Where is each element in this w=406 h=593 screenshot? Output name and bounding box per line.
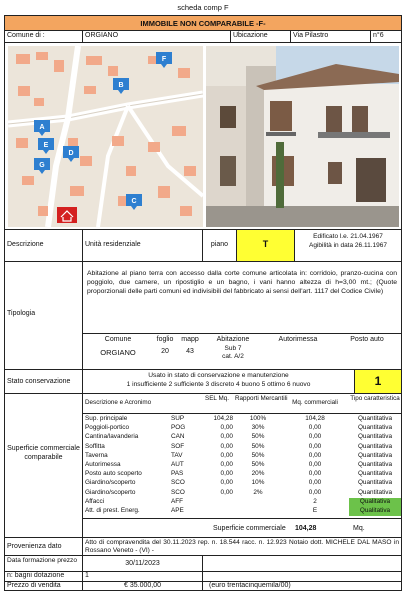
superficie-row	[5, 394, 401, 538]
cell-mq-commerciali: E	[312, 507, 318, 514]
piano-label: piano	[203, 230, 237, 261]
svg-text:D: D	[68, 150, 74, 157]
cell-descrizione: Giardino/scoperto	[85, 488, 136, 496]
cell-descrizione: Soffitta	[85, 442, 105, 450]
prezzo-row	[5, 582, 401, 591]
cell-tipo: Quantitativa	[357, 442, 393, 450]
cell-rapporto	[235, 498, 281, 507]
provenienza-row	[5, 538, 401, 556]
stato-line-2: 1 insufficiente 2 sufficiente 3 discreto 4 buono 5 ottimo 6 nuovo	[126, 381, 311, 388]
dotazione-value: 1	[83, 572, 203, 581]
edificato-text: Edificato l.e. 21.04.1967	[313, 233, 383, 240]
cell-mq-commerciali: 0,00	[308, 461, 322, 468]
superficie-table-row	[83, 507, 401, 516]
images-row	[5, 43, 401, 230]
superficie-label: Superficie commerciale comparabile	[5, 394, 83, 537]
cell-rapporto: 50%	[251, 433, 265, 441]
cell-rapporto: 50%	[251, 451, 265, 459]
cell-sel: 0,00	[220, 461, 233, 468]
cell-rapporto: 30%	[251, 424, 265, 432]
dotazione-label: n: bagni dotazione	[5, 572, 83, 581]
cell-acronimo: SCO	[171, 479, 185, 487]
cell-mq-commerciali: 0,00	[308, 424, 322, 432]
svg-text:A: A	[39, 124, 45, 131]
provenienza-text: Atto di compravendita del 30.11.2023 rep. n. 18.544 racc. n. 12.923 Notaio dott. MICHELE DAL MASO in Rossano Veneto - (VI) -	[85, 539, 399, 554]
street-number: n°6	[373, 32, 384, 39]
cell-descrizione: Poggioli-portico	[85, 424, 130, 432]
building-photo-drawing	[206, 46, 399, 227]
descrizione-value: Unità residenziale	[83, 230, 203, 261]
superficie-table-row	[83, 424, 401, 433]
hdr-sel: SEL Mq.	[205, 395, 229, 402]
cell-sel: 0,00	[220, 488, 233, 496]
cell-tipo: Quantitativa	[357, 433, 393, 441]
superficie-table-row	[83, 470, 401, 479]
data-formazione-label: Data formazione prezzo	[5, 556, 83, 571]
ubicazione-label: Ubicazione	[231, 31, 291, 42]
cell-acronimo: POG	[171, 424, 186, 432]
stato-line-1: Usato in stato di conservazione e manutenzione	[148, 372, 289, 379]
stato-text	[83, 370, 355, 393]
superficie-table-row	[83, 489, 401, 498]
col-autorimessa: Autorimessa	[278, 336, 318, 343]
superficie-table-row	[83, 415, 401, 424]
cell-tipo: Quantitativa	[357, 451, 393, 459]
dates-cell	[295, 230, 401, 261]
dotazione-row	[5, 572, 401, 582]
tipologia-text: Abitazione al piano terra con accesso dalla corte comune articolata in: corridoio, pranzo-cucina con poggiolo, due camere, un ripostiglio e un bagno, i vani hanno altezza di h=3,00 mt.; (Quote proporzionali delle parti comuni ed indivisibili del fabbricato ai sensi dell'art. 1117 del Codice Civile)	[83, 262, 401, 334]
cell-descrizione: Giardino/scoperto	[85, 479, 136, 487]
superficie-table-row	[83, 498, 401, 507]
building-photo	[206, 46, 399, 227]
piano-value: T	[237, 230, 295, 261]
descrizione-row	[5, 230, 401, 262]
cell-descrizione: Autorimessa	[85, 461, 121, 468]
cell-tipo: Qualitativa	[349, 498, 401, 507]
map-drawing	[8, 46, 203, 227]
total-label: Superficie commerciale	[213, 525, 286, 532]
svg-text:E: E	[43, 142, 49, 149]
cell-tipo: Qualitativa	[349, 507, 401, 516]
location-map	[8, 46, 203, 227]
cell-rapporto: 50%	[251, 461, 265, 468]
cell-rapporto: 2%	[253, 488, 263, 496]
tipologia-label: Tipologia	[5, 262, 83, 369]
stato-row	[5, 370, 401, 394]
data-formazione-value: 30/11/2023	[83, 556, 203, 571]
cell-descrizione: Att. di prest. Energ.	[85, 507, 140, 514]
col-abitazione: Abitazione	[216, 336, 250, 343]
superficie-table-row	[83, 433, 401, 442]
cell-tipo: Quantitativa	[357, 479, 393, 487]
cell-tipo: Quantitativa	[357, 424, 393, 432]
val-abitazione: Sub 7 cat. A/2	[222, 345, 244, 360]
cell-sel: 0,00	[220, 424, 233, 432]
cell-sel: 0,00	[220, 451, 233, 459]
superficie-table	[83, 394, 401, 537]
cell-acronimo: APE	[171, 507, 184, 514]
superficie-table-row	[83, 443, 401, 452]
cell-tipo: Quantitativa	[357, 488, 393, 496]
cell-tipo: Quantitativa	[357, 461, 393, 468]
cell-descrizione: Cantina/lavanderia	[85, 433, 139, 441]
superficie-table-row	[83, 479, 401, 488]
hdr-rapporti: Rapporti Mercantili	[235, 395, 288, 402]
data-formazione-row	[5, 556, 401, 572]
col-posto-auto: Posto auto	[350, 336, 384, 343]
val-comune: ORGIANO	[100, 348, 136, 357]
address-value: Via Pilastro	[291, 31, 371, 42]
cell-mq-commerciali: 0,00	[308, 451, 322, 459]
comparable-sheet	[4, 15, 402, 591]
cell-acronimo: TAV	[171, 451, 183, 459]
subject-marker	[57, 207, 77, 223]
svg-text:G: G	[39, 162, 45, 169]
superficie-total	[83, 518, 401, 538]
cell-acronimo: CAN	[171, 433, 185, 441]
col-foglio: foglio	[156, 336, 174, 343]
cell-acronimo: SUP	[171, 415, 185, 422]
cell-mq-commerciali: 0,00	[308, 479, 322, 487]
cell-acronimo: AUT	[171, 461, 184, 468]
svg-text:C: C	[131, 198, 137, 205]
cell-mq-commerciali: 0,00	[308, 442, 322, 450]
cell-descrizione: Affacci	[85, 497, 105, 505]
superficie-header	[83, 394, 401, 414]
cell-rapporto: 100%	[249, 415, 267, 422]
provenienza-label: Provenienza dato	[5, 538, 83, 555]
prezzo-words: (euro trentacinquemila/00)	[209, 582, 291, 589]
hdr-tipo: Tipo caratteristica	[350, 395, 400, 402]
hdr-descrizione: Descrizione e Acronimo	[85, 399, 152, 406]
cell-acronimo: PAS	[171, 470, 184, 478]
prezzo-label: Prezzo di vendita	[5, 582, 83, 591]
cell-descrizione: Taverna	[85, 451, 108, 459]
stato-value: 1	[355, 370, 401, 393]
cell-sel: 104,28	[213, 415, 233, 422]
cell-rapporto	[235, 507, 281, 516]
val-mapp: 43	[186, 348, 194, 355]
cell-mq-commerciali: 104,28	[305, 415, 325, 422]
svg-text:F: F	[161, 56, 167, 63]
col-mapp: mapp	[181, 336, 199, 343]
cell-sel: 0,00	[220, 442, 233, 450]
comune-value: ORGIANO	[83, 31, 231, 42]
cell-sel: 0,00	[220, 470, 233, 478]
cell-sel	[201, 498, 233, 507]
svg-text:B: B	[118, 82, 124, 89]
cell-acronimo: SCO	[171, 488, 185, 496]
cell-sel	[201, 507, 233, 516]
cadastral-table	[83, 334, 401, 370]
total-value: 104,28	[295, 525, 317, 532]
agibilita-text: Agibilità in data 26.11.1967	[309, 242, 387, 249]
cell-acronimo: SOF	[171, 442, 185, 450]
cell-rapporto: 10%	[251, 479, 265, 487]
descrizione-label: Descrizione	[5, 230, 83, 261]
page-title: scheda comp F	[177, 3, 229, 12]
cell-descrizione: Sup. principale	[85, 415, 128, 422]
cell-descrizione: Posto auto scoperto	[85, 470, 142, 478]
hdr-mq-commerciali: Mq. commerciali	[292, 399, 338, 406]
cell-acronimo: AFF	[171, 497, 184, 505]
sheet-header: IMMOBILE NON COMPARABILE -F-	[5, 16, 401, 31]
cell-mq-commerciali: 0,00	[308, 470, 322, 478]
stato-label: Stato conservazione	[5, 370, 83, 393]
cell-mq-commerciali: 2	[313, 497, 317, 505]
tipologia-row	[5, 262, 401, 370]
cell-sel: 0,00	[220, 433, 233, 441]
comune-label: Comune di :	[5, 31, 83, 42]
cell-mq-commerciali: 0,00	[308, 488, 322, 496]
superficie-table-row	[83, 461, 401, 470]
cell-tipo: Quantitativa	[357, 470, 393, 478]
superficie-table-row	[83, 452, 401, 461]
col-comune: Comune	[104, 336, 132, 343]
prezzo-value: € 35.000,00	[83, 582, 203, 591]
val-foglio: 20	[161, 348, 169, 355]
cell-sel: 0,00	[220, 479, 233, 487]
cell-rapporto: 20%	[251, 470, 265, 478]
cell-rapporto: 50%	[251, 442, 265, 450]
location-row	[5, 31, 401, 43]
total-unit: Mq.	[353, 525, 365, 532]
cell-mq-commerciali: 0,00	[308, 433, 322, 441]
cell-tipo: Quantitativa	[357, 415, 393, 422]
